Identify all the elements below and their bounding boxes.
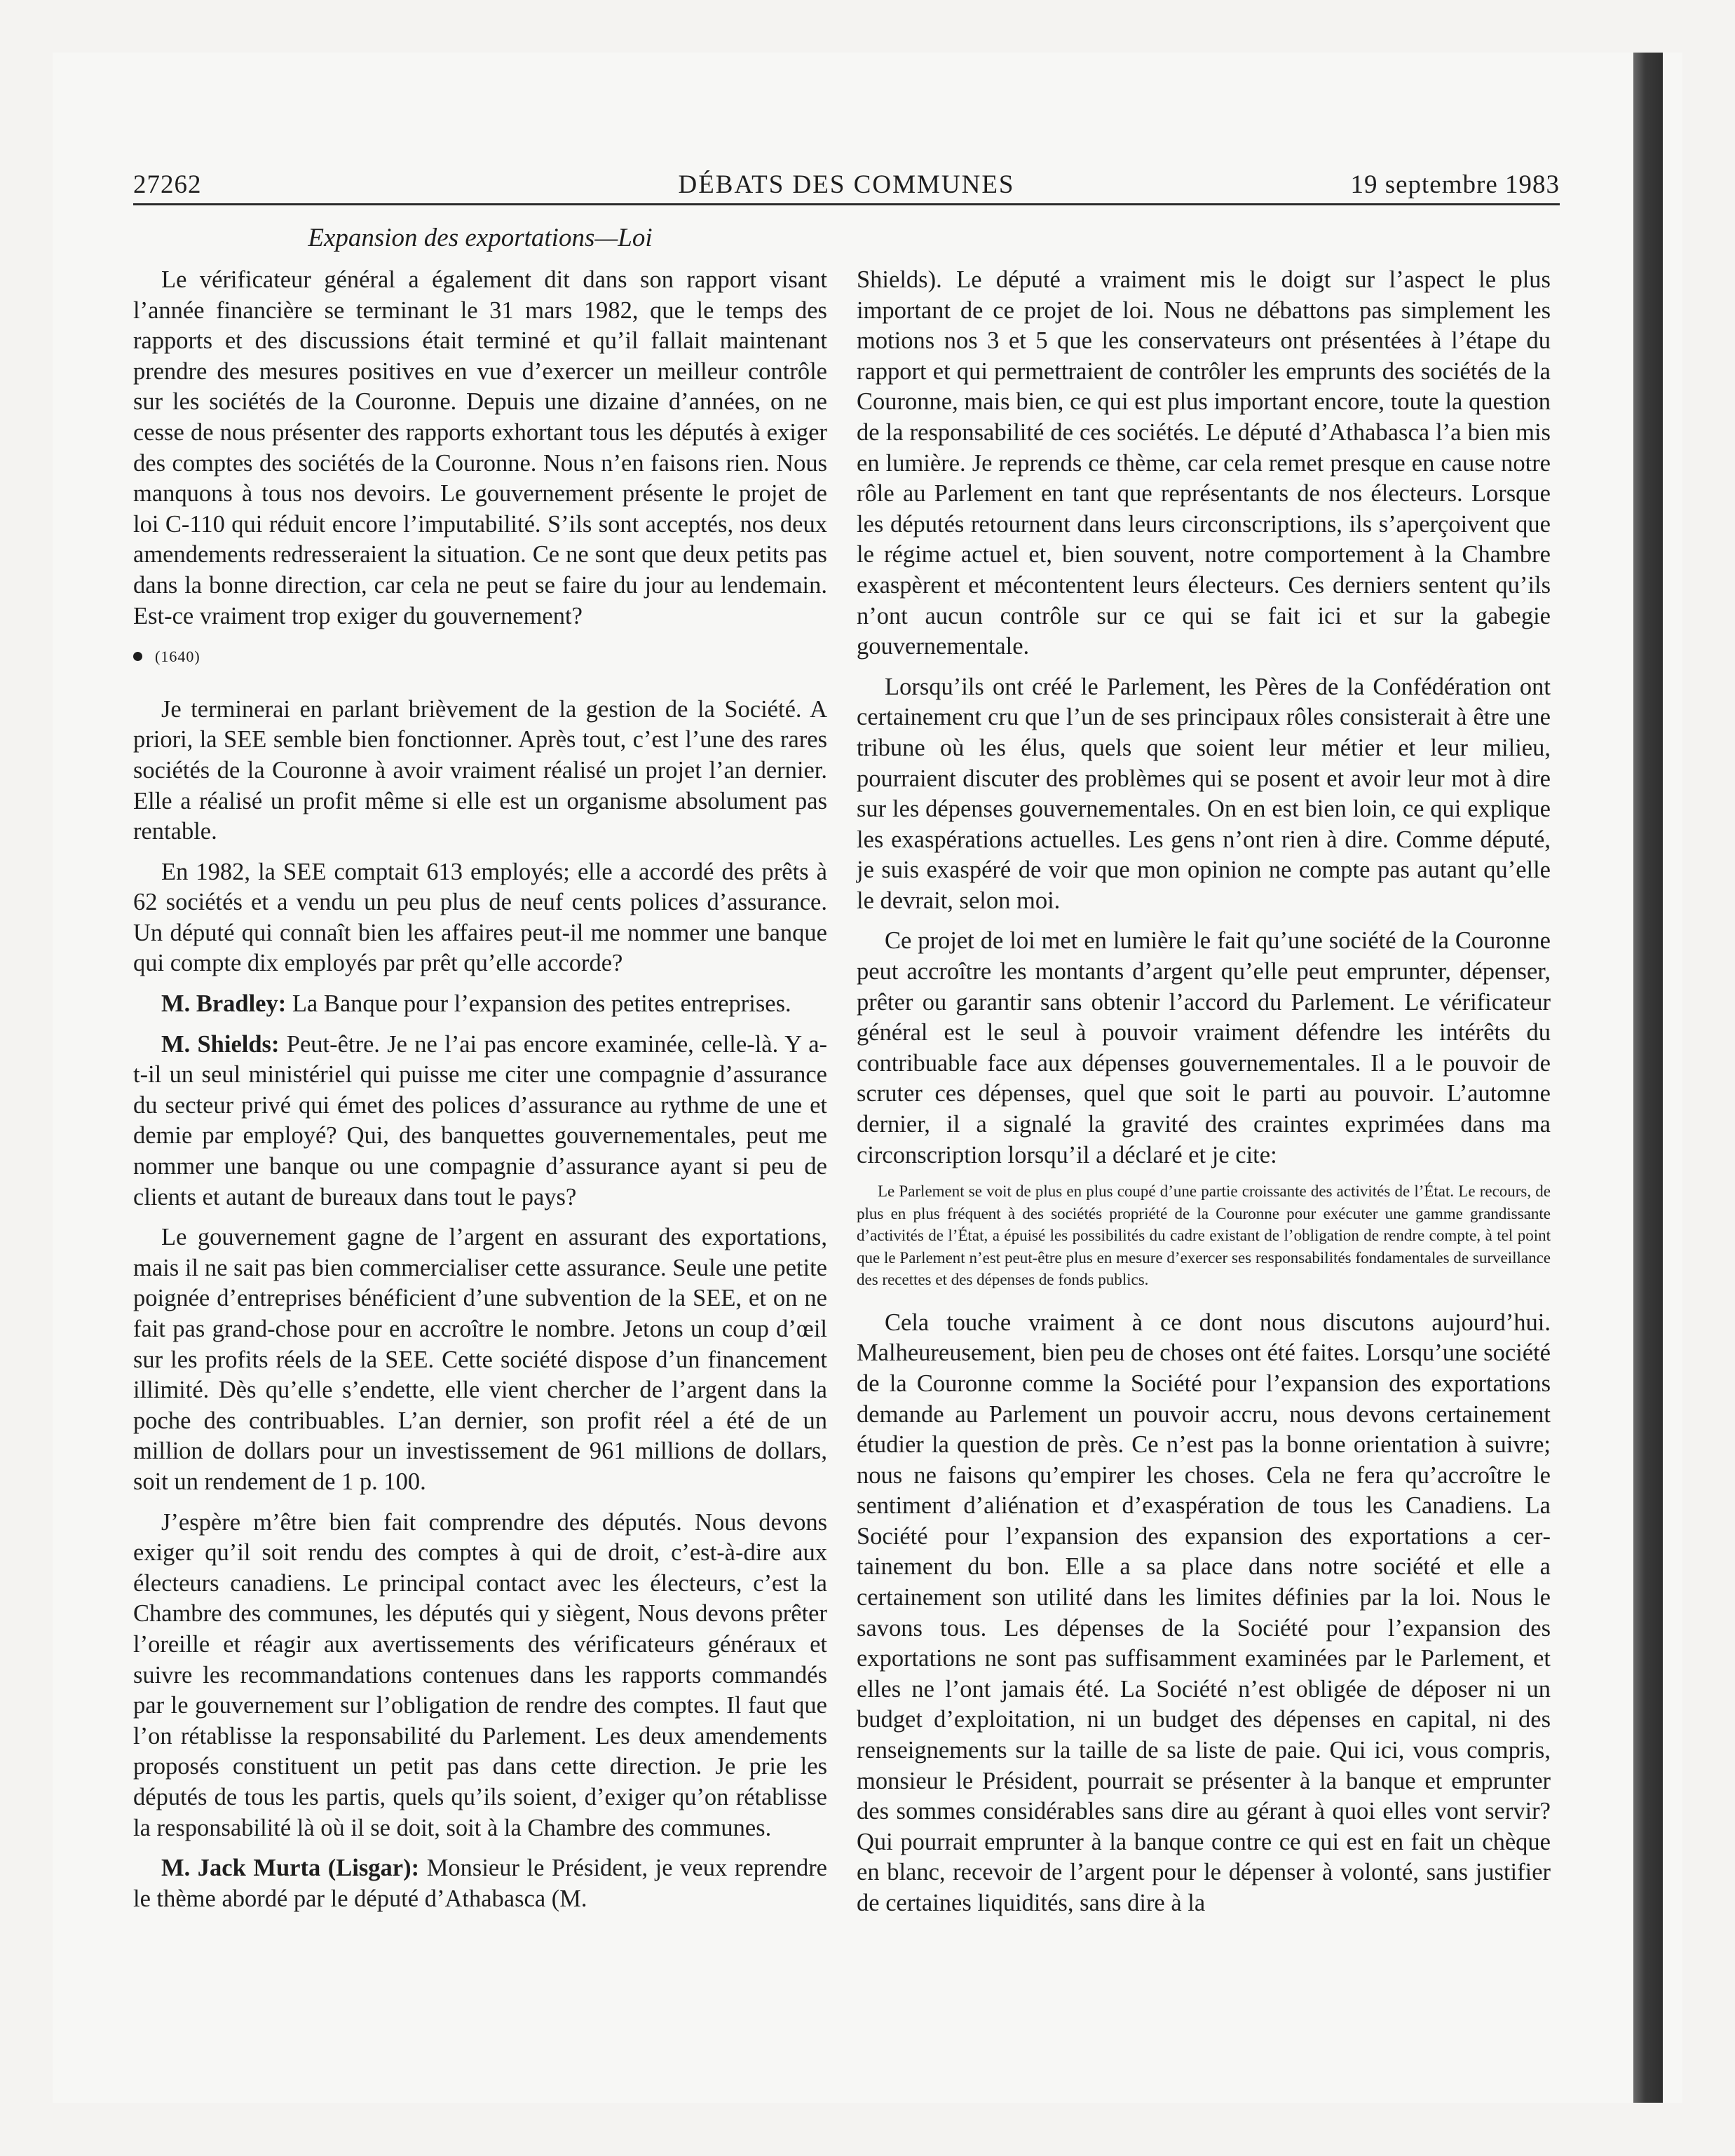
speaker-name: M. Shields: bbox=[161, 1030, 280, 1058]
paragraph bbox=[133, 1853, 827, 1914]
right-column bbox=[857, 265, 1551, 1929]
paragraph: Lorsqu’ils ont créé le Parlement, les Pères de la Confédération ont certainement cru que l’un de ses principaux rôles consisterait à être une tribune où les élus, quels que soient leur métier et leur milieu, pourraient discuter des problèmes qui se posent et avoir leur mot à dire sur les dépenses gouvernementales. On en est bien loin, ce qui explique les exaspérations actuelles. Les gens n’ont rien à dire. Comme député, je suis exaspéré de voir que mon opinion ne compte pas autant qu’elle le devrait, selon moi. bbox=[857, 673, 1551, 914]
speech-text: La Banque pour l’expansion des petites entreprises. bbox=[286, 990, 791, 1018]
bullet-icon bbox=[133, 652, 142, 661]
timestamp: (1640) bbox=[155, 648, 200, 666]
speech-text: Monsieur le Président, je veux reprendre le thème abordé par le député d’Athabasca (M. bbox=[133, 1855, 827, 1912]
page-number: 27262 bbox=[133, 170, 202, 199]
speaker-name: M. Bradley: bbox=[161, 990, 287, 1018]
block-quote: Le Parlement se voit de plus en plus coupé d’une partie croissante des activités de l’État. Le recours, de plus en plus fréquent à des sociétés propriété de la Couronne pour exécuter une gamme grandissante d’activités de l’État, a épuisé les possibilités du cadre existant de l’obligation de rendre compte, à tel point que le Parlement n’est peut-être plus en mesure d’exercer ses responsabilités fondamentales de surveillance des recettes et des dépenses de fonds publics. bbox=[857, 1182, 1551, 1289]
header-rule bbox=[133, 203, 1560, 205]
publication-title: DÉBATS DES COMMUNES bbox=[678, 170, 1015, 199]
speech-text: Peut-être. Je ne l’ai pas encore examinée, celle-là. Y a-t-il un seul ministériel qui puisse me citer une compagnie d’assurance du secteur privé qui émet des polices d’assurance au rythme de une et demie par employé? Qui, des banquettes gouvernementales, peut me nommer une banque ou une compagnie d’assurance ayant si peu de clients et autant de bureaux dans tout le pays? bbox=[133, 1030, 827, 1210]
paragraph: Cela touche vraiment à ce dont nous discutons aujourd’hui. Malheureusement, bien peu de choses ont été faites. Lorsqu’une société de la Couronne comme la Société pour l’expansion des exportations demande au Parlement un pouvoir accru, nous devons certainement étudier la question de près. Ce n’est pas la bonne orientation à suivre; nous ne faisons qu’empirer les choses. Cela ne fera qu’accroître le sentiment d’aliénation et d’exaspération de tous les Canadiens. La Société pour l’expansion des expansion des exportations a certainement du bon. Elle a sa place dans notre société et elle a certainement son utilité dans les limites définies par la loi. Nous le savons tous. Les dépenses de la Société pour l’expansion des exportations ne sont pas suffisamment examinées par le Parlement, et elles ne l’ont jamais été. La Société n’est obligée de déposer ni un budget d’exploitation, ni un budget des dépenses en capital, ni des renseignements sur la taille de sa liste de paie. Qui ici, vous compris, monsieur le Président, pourrait se présenter à la banque et emprunter des sommes considérables sans dire au gérant à quoi elles vont servir? Qui pourrait emprunter à la banque contre ce qui est en fait un chèque en blanc, recevoir de l’argent pour le dépenser à volonté, sans justifier de certaines liquidités, sans dire à la bbox=[857, 1309, 1551, 1916]
paragraph: Le gouvernement gagne de l’argent en assurant des exportations, mais il ne sait pas bien commercialiser cette assurance. Seule une petite poignée d’entreprises bénéficient d’une subvention de la SEE, et on ne fait pas grand-chose pour en accroître le nombre. Jetons un coup d’œil sur les profits réels de la SEE. Cette société dispose d’un financement illimité. Dès qu’elle s’endette, elle vient chercher de l’argent dans la poche des contribuables. L’an dernier, son profit réel a été de un million de dollars pour un investissement de 961 millions de dollars, soit un rendement de 1 p. 100. bbox=[133, 1224, 827, 1495]
paragraph: Je terminerai en parlant brièvement de la gestion de la Société. A priori, la SEE semble bien fonctionner. Après tout, c’est l’une des rares sociétés de la Couronne à avoir vraiment réalisé un projet l’an dernier. Elle a réalisé un profit même si elle est un organisme absolument pas rentable. bbox=[133, 695, 827, 845]
paragraph bbox=[133, 1030, 827, 1213]
paragraph: Le vérificateur général a également dit dans son rapport visant l’année financière se terminant le 31 mars 1982, que le temps des rapports et des discussions était terminé et qu’il fallait maintenant prendre des mesures positives en vue d’exercer un meilleur contrôle sur les sociétés de la Couronne. Depuis une dizaine d’années, on ne cesse de nous présenter des rapports exhortant tous les députés à exiger des comptes des sociétés de la Couronne. Nous n’en faisons rien. Nous manquons à tous nos devoirs. Le gouvernement présente le projet de loi C-110 qui réduit encore l’imputabilité. S’ils sont acceptés, nos deux amendements redresseraient la situation. Ce ne sont que deux petits pas dans la bonne direction, car cela ne peut se faire du jour au lendemain. Est-ce vraiment trop exiger du gouvernement? bbox=[133, 266, 827, 629]
paragraph: Ce projet de loi met en lumière le fait qu’une société de la Couronne peut accroître les montants d’argent qu’elle peut emprunter, dépenser, prêter ou garantir sans obtenir l’accord du Parlement. Le vérificateur général est le seul à pouvoir vraiment défendre les intérêts du contribuable face aux dépenses gouvernementales. Il a le pouvoir de scruter ces dépenses, quel que soit le parti au pouvoir. L’automne dernier, il a signalé la gravité des craintes exprimées dans ma circonscription lorsqu’il a déclaré et je cite: bbox=[857, 927, 1551, 1168]
paragraph: Shields). Le député a vraiment mis le doigt sur l’aspect le plus important de ce projet de loi. Nous ne débattons pas simplement les motions nos 3 et 5 que les conservateurs ont présentées à l’étape du rapport et qui permettraient de contrôler les emprunts des sociétés de la Couronne, mais bien, ce qui est plus important encore, toute la question de la responsabilité de ces sociétés. Le député d’Athabasca l’a bien mis en lumière. Je reprends ce thème, car cela remet presque en cause notre rôle au Parlement en tant que représentants de nos électeurs. Lorsque les députés retournent dans leurs circonscriptions, ils s’aperçoivent que le régime actuel et, bien souvent, notre comportement à la Chambre exaspèrent et mécontentent leurs électeurs. Ces derniers sentent qu’ils n’ont aucun contrôle sur ce qui se fait ici et sur la gabegie gouvernementale. bbox=[857, 266, 1551, 660]
publication-date: 19 septembre 1983 bbox=[1350, 170, 1560, 199]
speaker-name: M. Jack Murta (Lisgar): bbox=[161, 1855, 420, 1882]
paragraph: En 1982, la SEE comptait 613 employés; elle a accordé des prêts à 62 sociétés et a vendu un peu plus de neuf cents polices d’assurance. Un député qui connaît bien les affaires peut-il me nommer une banque qui compte dix employés par prêt qu’elle accorde? bbox=[133, 858, 827, 977]
paragraph bbox=[133, 989, 827, 1020]
section-subheading: Expansion des exportations—Loi bbox=[308, 224, 653, 252]
scan-binding-edge bbox=[1633, 53, 1663, 2103]
paragraph: J’espère m’être bien fait comprendre des députés. Nous devons exiger qu’il soit rendu des comptes à qui de droit, c’est-à-dire aux électeurs canadiens. Le principal contact avec les électeurs, c’est la Chambre des communes, les députés qui y siègent, Nous devons prêter l’oreille et réagir aux avertissements des vérificateurs généraux et suivre les recommandations contenues dans les rapports commandés par le gouvernement sur l’obligation de rendre des comptes. Il faut que l’on rétablisse la responsabilité du Parlement. Les deux amendements proposés constituent un petit pas dans cette direction. Je prie les députés de tous les partis, quels qu’ils soient, d’exiger qu’on rétablisse la responsabilité là où il se doit, soit à la Chambre des communes. bbox=[133, 1508, 827, 1841]
left-column bbox=[133, 265, 827, 1924]
running-header bbox=[133, 170, 1560, 205]
timestamp-marker bbox=[133, 641, 827, 672]
